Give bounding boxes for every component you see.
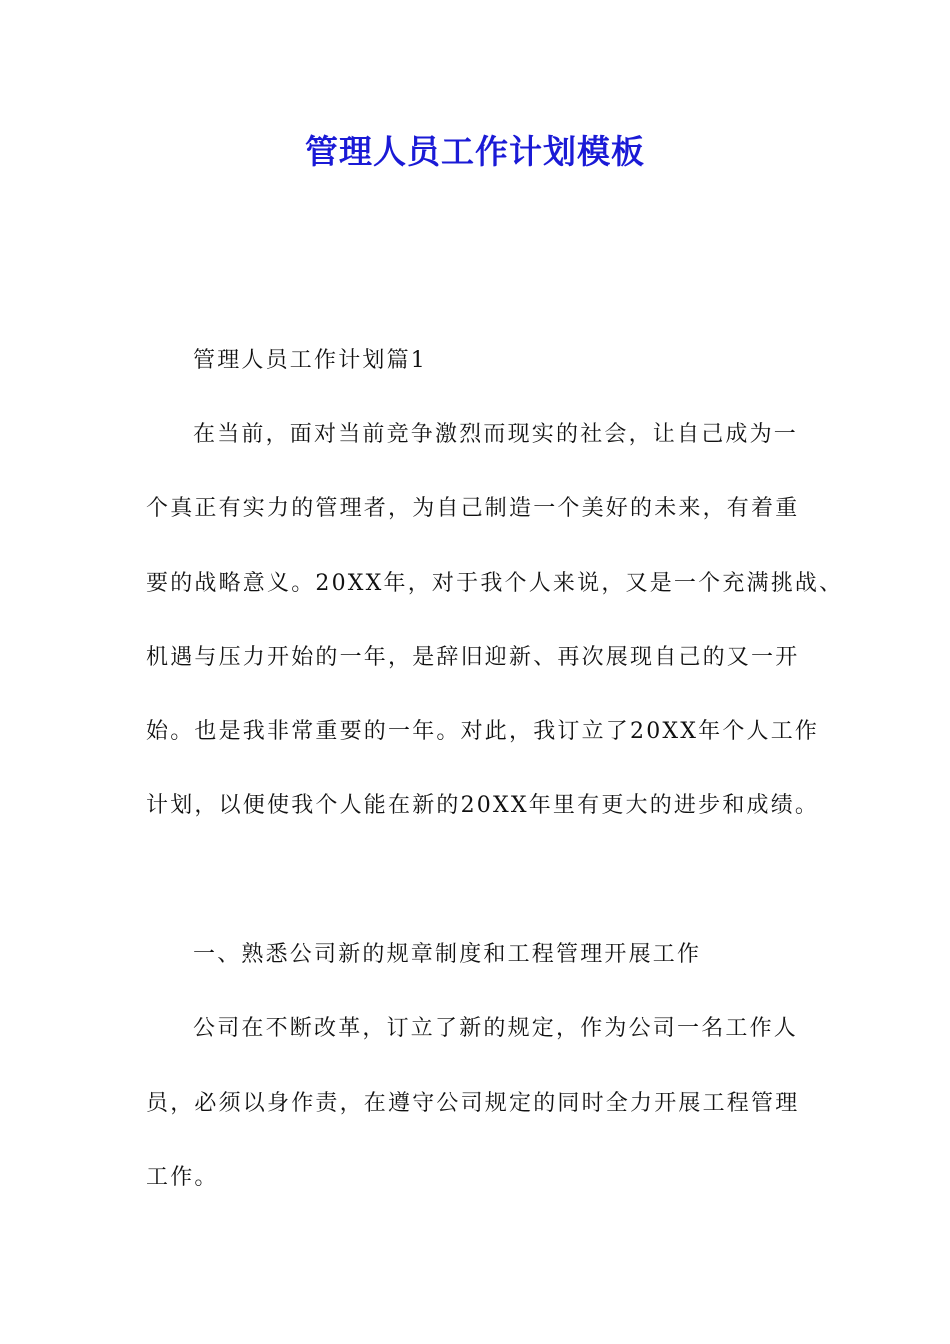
paragraph-line: 公司在不断改革，订立了新的规定，作为公司一名工作人 bbox=[193, 1016, 799, 1041]
paragraph-line: 在当前，面对当前竞争激烈而现实的社会，让自己成为一 bbox=[193, 422, 799, 447]
paragraph-line: 个真正有实力的管理者，为自己制造一个美好的未来，有着重 bbox=[146, 496, 800, 521]
paragraph-line: 始。也是我非常重要的一年。对此，我订立了20XX年个人工作 bbox=[146, 719, 820, 744]
paragraph-line: 机遇与压力开始的一年，是辞旧迎新、再次展现自己的又一开 bbox=[146, 645, 800, 670]
paragraph-line: 要的战略意义。20XX年，对于我个人来说，又是一个充满挑战、 bbox=[146, 571, 844, 596]
section-heading: 管理人员工作计划篇1 bbox=[193, 348, 427, 373]
paragraph-line: 计划，以便使我个人能在新的20XX年里有更大的进步和成绩。 bbox=[146, 793, 820, 818]
document-title: 管理人员工作计划模板 bbox=[305, 132, 645, 171]
paragraph-line: 员，必须以身作责，在遵守公司规定的同时全力开展工程管理 bbox=[146, 1091, 800, 1116]
subheading: 一、熟悉公司新的规章制度和工程管理开展工作 bbox=[193, 942, 702, 967]
paragraph-line: 工作。 bbox=[146, 1165, 219, 1190]
